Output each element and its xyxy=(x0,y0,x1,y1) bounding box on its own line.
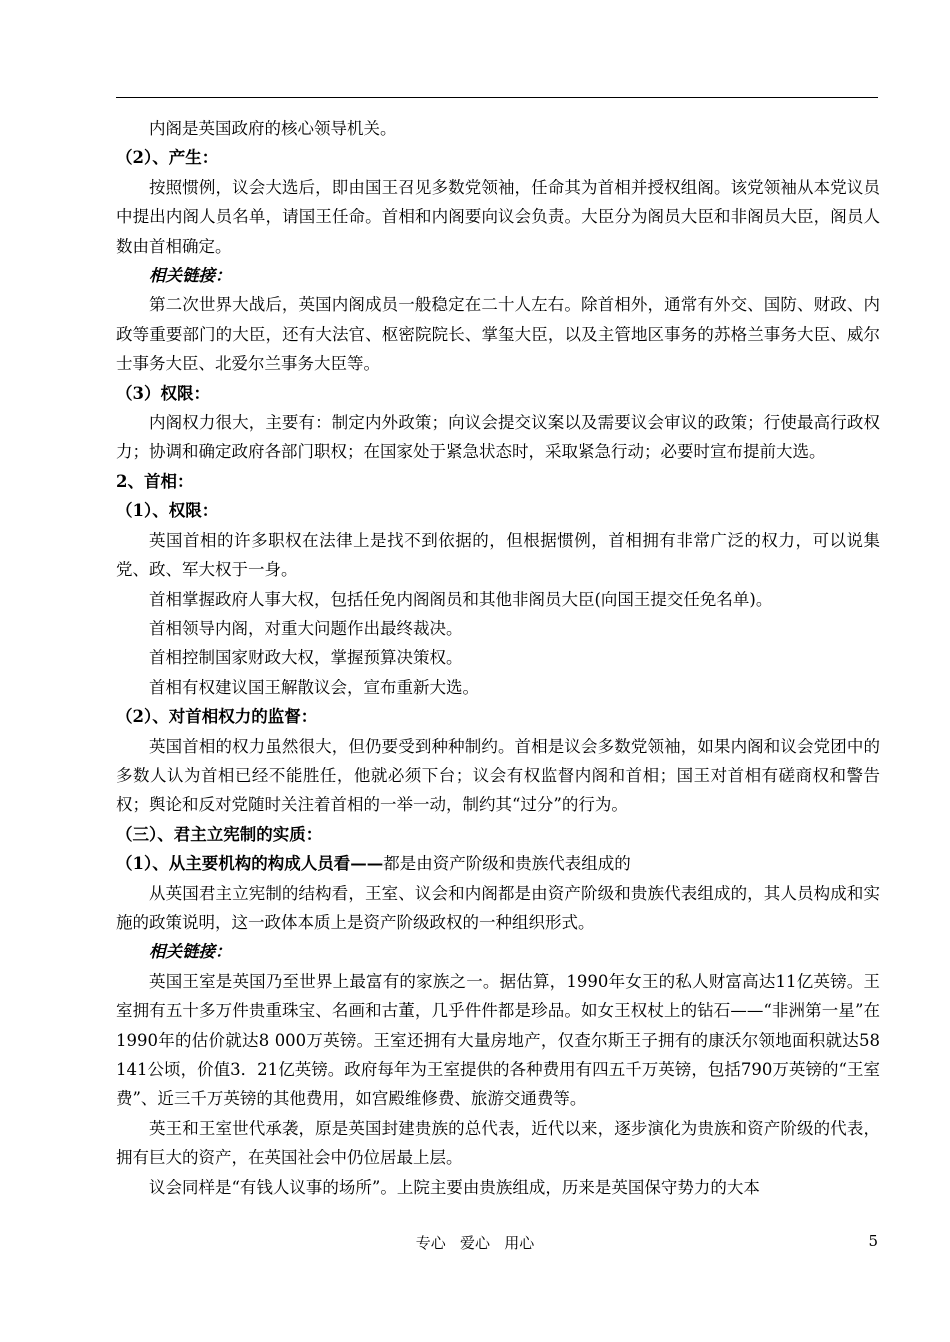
paragraph: 首相有权建议国王解散议会，宣布重新大选。 xyxy=(149,677,479,697)
related-link-heading: 相关链接： xyxy=(149,266,232,286)
section-heading: （2）、对首相权力的监督： xyxy=(116,707,318,727)
paragraph: 英国首相的许多职权在法律上是找不到依据的，但根据惯例，首相拥有非常广泛的权力，可以说集党、政、军大权于一身。 xyxy=(116,530,880,580)
paragraph: 首相控制国家财政大权，掌握预算决策权。 xyxy=(149,648,463,668)
related-link-heading: 相关链接： xyxy=(149,942,232,962)
paragraph: 按照惯例，议会大选后，即由国王召见多数党领袖，任命其为首相并授权组阁。该党领袖从本党议员中提出内阁人员名单，请国王任命。首相和内阁要向议会负责。大臣分为阁员大臣和非阁员大臣，阁员人数由首相确定。 xyxy=(116,177,880,256)
document-body xyxy=(116,114,880,1202)
paragraph: 内阁是英国政府的核心领导机关。 xyxy=(149,119,397,138)
paragraph: 英国首相的权力虽然很大，但仍要受到种种制约。首相是议会多数党领袖，如果内阁和议会党团中的多数人认为首相已经不能胜任，他就必须下台；议会有权监督内阁和首相；国王对首相有磋商权和警告权；舆论和反对党随时关注着首相的一举一动，制约其“过分”的行为。 xyxy=(116,736,880,815)
paragraph: 首相领导内阁，对重大问题作出最终裁决。 xyxy=(149,618,463,638)
section-heading: （2）、产生： xyxy=(116,148,219,168)
paragraph: 首相掌握政府人事大权，包括任免内阁阁员和其他非阁员大臣(向国王提交任免名单)。 xyxy=(149,589,773,609)
heading-bold-part: （1）、从主要机构的构成人员看—— xyxy=(116,854,384,874)
page-footer xyxy=(0,1232,950,1256)
paragraph: 议会同样是“有钱人议事的场所”。上院主要由贵族组成，历来是英国保守势力的大本 xyxy=(149,1177,760,1197)
heading-normal-part: 都是由资产阶级和贵族代表组成的 xyxy=(383,854,631,874)
section-heading: 2、首相： xyxy=(116,471,194,491)
paragraph: 内阁权力很大，主要有：制定内外政策；向议会提交议案以及需要议会审议的政策；行使最高行政权力；协调和确定政府各部门职权；在国家处于紧急状态时，采取紧急行动；必要时宣布提前大选。 xyxy=(116,413,880,462)
section-heading: （三）、君主立宪制的实质： xyxy=(116,824,323,844)
section-heading xyxy=(116,849,880,878)
section-heading: （1）、权限： xyxy=(116,501,219,521)
paragraph: 从英国君主立宪制的结构看，王室、议会和内阁都是由资产阶级和贵族代表组成的，其人员构成和实施的政策说明，这一政体本质上是资产阶级政权的一种组织形式。 xyxy=(116,883,880,932)
header-rule xyxy=(116,97,878,98)
paragraph: 英国王室是英国乃至世界上最富有的家族之一。据估算，1990年女王的私人财富高达11亿英镑。王室拥有五十多万件贵重珠宝、名画和古董，几乎件件都是珍品。如女王权杖上的钻石——“非洲第一星”在1990年的估价就达8 000万英镑。王室还拥有大量房地产，仅查尔斯王子拥有的康沃尔领地面积就达58 141公顷，价值3．21亿英镑。政府每年为王室提供的各种费用有四五千万英镑，包括790万英镑的“王室费”、近三千万英镑的其他费用，如宫殿维修费、旅游交通费等。 xyxy=(116,971,880,1109)
section-heading: （3）权限： xyxy=(116,383,210,403)
paragraph: 第二次世界大战后，英国内阁成员一般稳定在二十人左右。除首相外，通常有外交、国防、财政、内政等重要部门的大臣，还有大法官、枢密院院长、掌玺大臣，以及主管地区事务的苏格兰事务大臣、威尔士事务大臣、北爱尔兰事务大臣等。 xyxy=(116,295,880,374)
page-number: 5 xyxy=(868,1232,878,1250)
paragraph: 英王和王室世代承袭，原是英国封建贵族的总代表，近代以来，逐步演化为贵族和资产阶级的代表，拥有巨大的资产，在英国社会中仍位居最上层。 xyxy=(116,1118,880,1168)
footer-motto: 专心 爱心 用心 xyxy=(415,1234,535,1252)
